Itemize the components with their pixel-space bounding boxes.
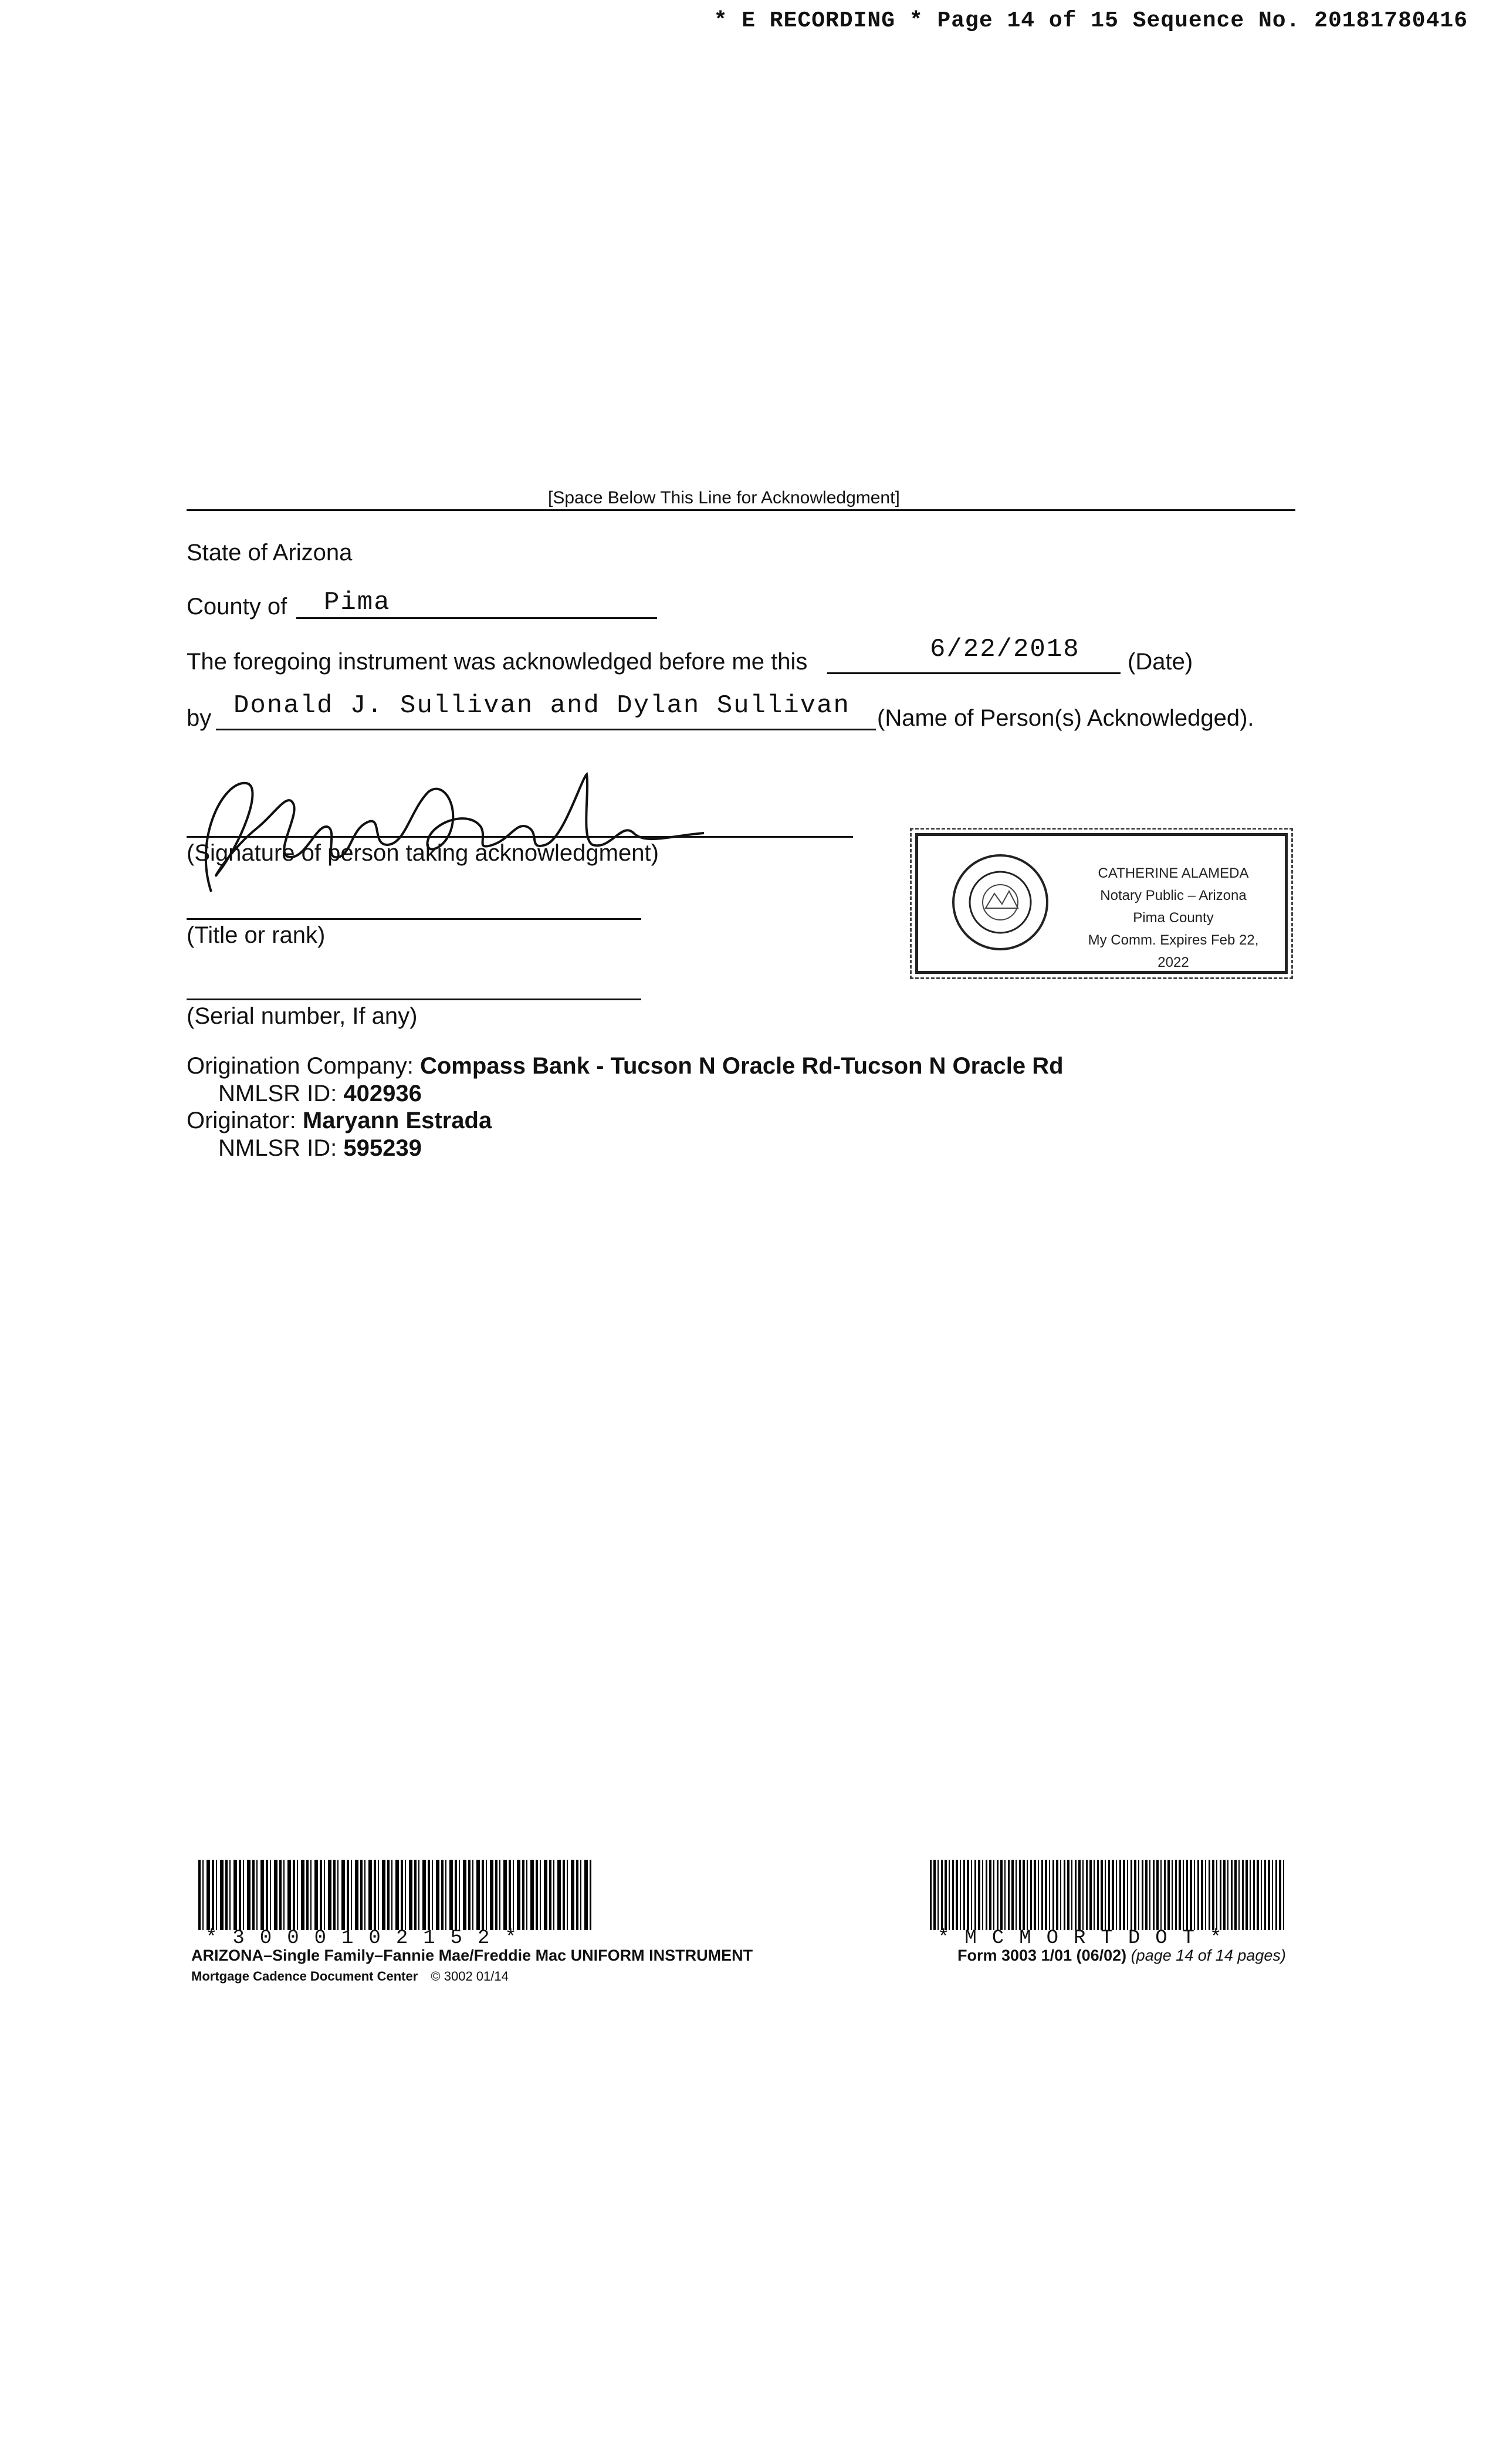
notary-name: CATHERINE ALAMEDA xyxy=(1098,865,1249,881)
notary-expiration: My Comm. Expires Feb 22, 2022 xyxy=(1088,932,1259,970)
form-number: Form 3003 1/01 (06/02) xyxy=(957,1947,1127,1964)
doc-center-line xyxy=(191,1969,509,1984)
company-nmlsr-id: 402936 xyxy=(343,1081,422,1106)
origination-company: Compass Bank - Tucson N Oracle Rd-Tucson N Oracle Rd xyxy=(419,1053,1064,1079)
company-nmlsr-label: NMLSR ID: xyxy=(218,1081,337,1106)
date-underline xyxy=(827,672,1121,674)
originator-label: Originator: xyxy=(187,1108,296,1133)
doc-center: Mortgage Cadence Document Center xyxy=(191,1969,418,1984)
originator-nmlsr-label: NMLSR ID: xyxy=(218,1135,337,1161)
originator-row xyxy=(187,1108,492,1134)
notary-stamp xyxy=(915,833,1288,974)
company-nmlsr-row xyxy=(218,1081,422,1107)
names-caption: (Name of Person(s) Acknowledged). xyxy=(877,705,1254,731)
barcode-right-text: *MCMORTDOT* xyxy=(937,1927,1237,1949)
originator-nmlsr-row xyxy=(218,1135,422,1162)
barcode-left xyxy=(198,1860,591,1930)
date-label: (Date) xyxy=(1128,649,1193,675)
barcode-right xyxy=(930,1860,1285,1930)
section-label: [Space Below This Line for Acknowledgment] xyxy=(546,488,902,508)
notary-role: Notary Public – Arizona xyxy=(1100,888,1247,903)
state-line: State of Arizona xyxy=(187,540,353,566)
barcode-left-text: *3000102152* xyxy=(205,1927,532,1949)
barcode-right-bars xyxy=(930,1860,1285,1930)
serial-caption: (Serial number, If any) xyxy=(187,1003,418,1029)
originator-name: Maryann Estrada xyxy=(302,1108,492,1133)
section-divider xyxy=(187,509,1295,511)
serial-underline xyxy=(187,999,641,1000)
form-line xyxy=(957,1947,1286,1965)
signature-underline xyxy=(187,836,853,838)
originator-nmlsr-id: 595239 xyxy=(343,1135,422,1161)
doc-code: © 3002 01/14 xyxy=(431,1969,509,1984)
notary-stamp-text xyxy=(1077,862,1270,974)
recording-header: * E RECORDING * Page 14 of 15 Sequence No. 20181780416 xyxy=(713,8,1468,33)
barcode-left-bars xyxy=(198,1860,591,1930)
page-note: (page 14 of 14 pages) xyxy=(1131,1947,1286,1964)
acknowledged-date: 6/22/2018 xyxy=(930,635,1080,664)
county-underline xyxy=(296,617,657,619)
acknowledged-names: Donald J. Sullivan and Dylan Sullivan xyxy=(233,691,850,720)
title-underline xyxy=(187,918,641,920)
by-label: by xyxy=(187,705,212,731)
notary-county: Pima County xyxy=(1133,910,1214,926)
signature-caption: (Signature of person taking acknowledgment) xyxy=(187,840,659,866)
county-value: Pima xyxy=(324,588,391,617)
instrument-line: ARIZONA–Single Family–Fannie Mae/Freddie Mac UNIFORM INSTRUMENT xyxy=(191,1947,753,1964)
county-label: County of xyxy=(187,594,287,620)
names-underline xyxy=(216,729,876,730)
origination-company-label: Origination Company: xyxy=(187,1053,414,1079)
origination-company-row xyxy=(187,1053,1064,1079)
acknowledged-text: The foregoing instrument was acknowledged before me this xyxy=(187,649,808,675)
title-caption: (Title or rank) xyxy=(187,922,326,948)
state-seal-icon xyxy=(950,852,1050,952)
